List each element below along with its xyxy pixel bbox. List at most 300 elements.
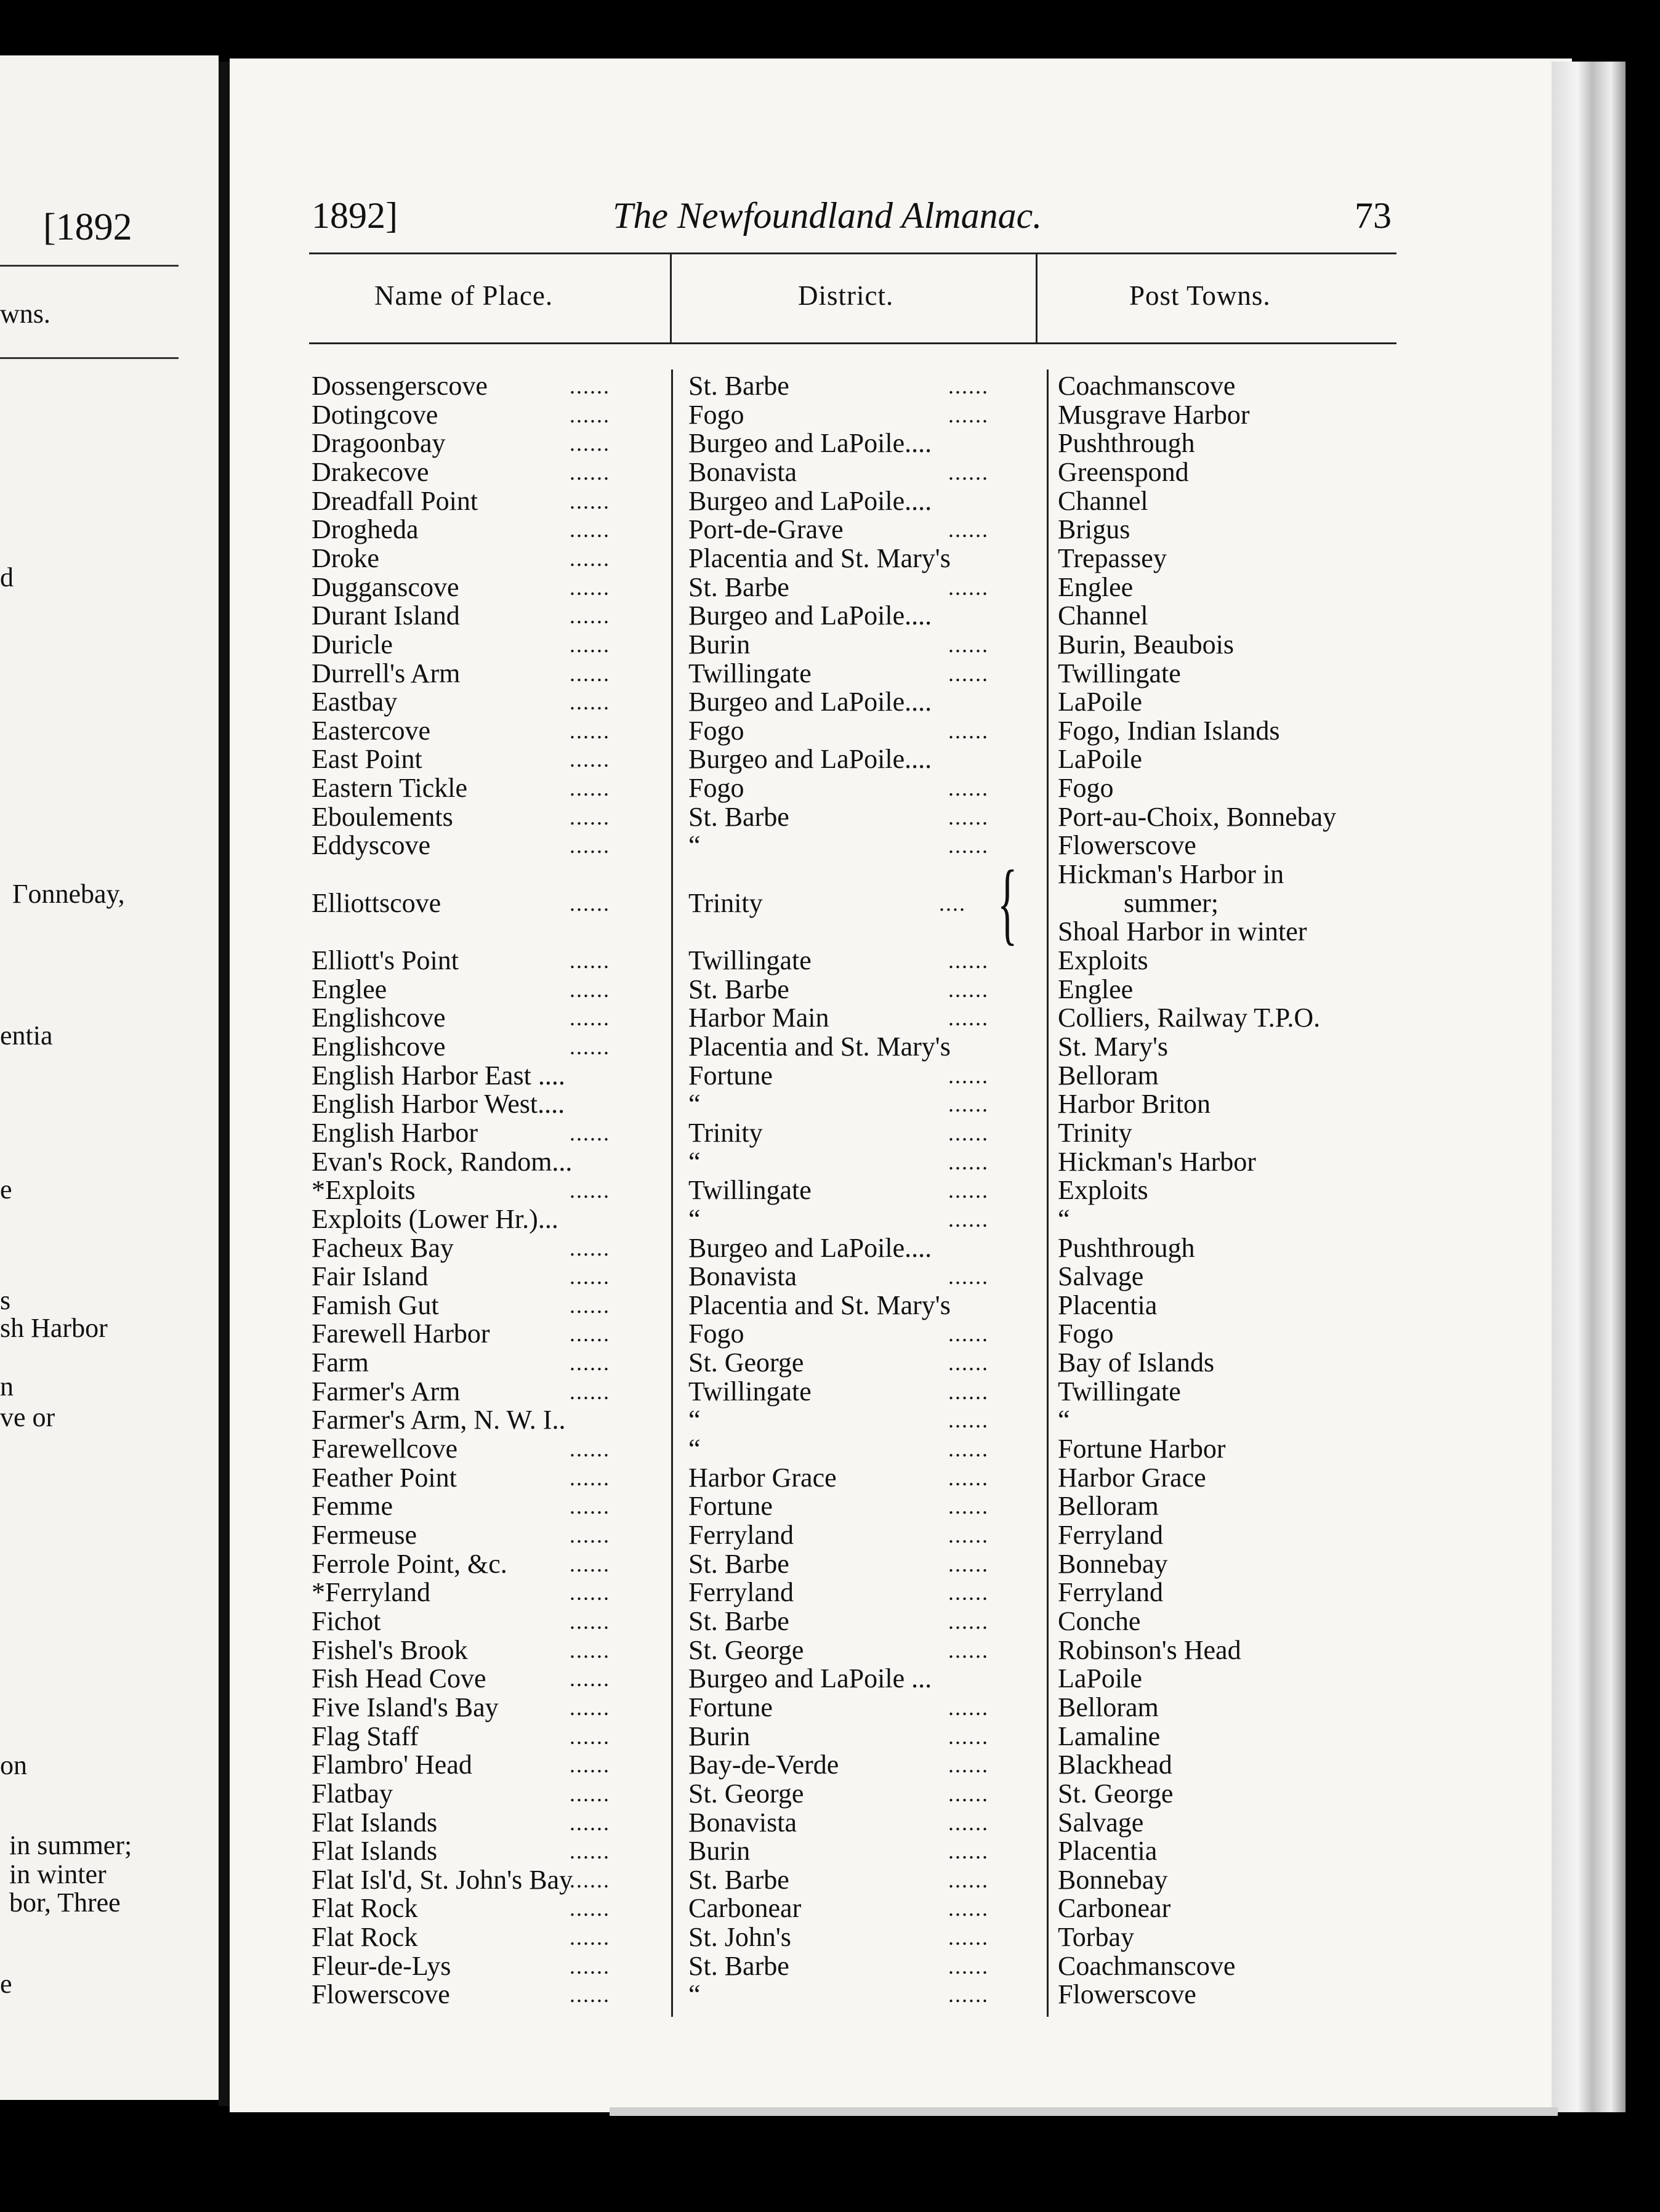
leader-dots: ...... xyxy=(570,1379,610,1404)
place-name: Farewellcove xyxy=(312,1434,457,1464)
post-town: Belloram xyxy=(1058,1692,1159,1722)
post-town: Pushthrough xyxy=(1058,1232,1195,1263)
leader-dots: ...... xyxy=(570,1609,610,1634)
place-name: Eastbay xyxy=(312,687,398,717)
column-header-post-towns: Post Towns. xyxy=(1129,280,1271,311)
district-name: St. Barbe xyxy=(688,1950,789,1981)
table-row xyxy=(0,1090,1660,1118)
district-name: Twillingate xyxy=(688,1175,812,1206)
post-town: Ferryland xyxy=(1058,1577,1164,1608)
district-name: Burgeo and LaPoile.... xyxy=(688,1232,932,1263)
post-town: Fogo, Indian Islands xyxy=(1058,715,1280,746)
place-name: Fichot xyxy=(312,1605,381,1636)
leader-dots: ...... xyxy=(570,374,610,398)
place-name: Dragoonbay xyxy=(312,428,446,459)
table-row xyxy=(0,889,1660,918)
table-row xyxy=(0,1550,1660,1578)
table-row xyxy=(0,573,1660,602)
post-town: Flowerscove xyxy=(1058,830,1196,861)
leader-dots: ...... xyxy=(948,1724,989,1749)
post-town: Fortune Harbor xyxy=(1058,1434,1226,1464)
leader-dots: ...... xyxy=(570,1781,610,1806)
leader-dots: ...... xyxy=(570,1896,610,1921)
leader-dots: ...... xyxy=(948,1408,989,1433)
table-row xyxy=(0,631,1660,659)
place-name: Drakecove xyxy=(312,456,429,487)
leader-dots: ...... xyxy=(570,1953,610,1979)
leader-dots: ...... xyxy=(570,690,610,715)
table-row xyxy=(0,1033,1660,1061)
district-name: “ xyxy=(688,1434,701,1464)
left-fragment: s xyxy=(0,1285,11,1315)
leader-dots: ...... xyxy=(570,1235,610,1261)
column-header-district: District. xyxy=(798,280,894,311)
leader-dots: ...... xyxy=(948,374,989,398)
post-town: “ xyxy=(1058,1203,1070,1234)
leader-dots: ...... xyxy=(570,546,610,571)
post-town: LaPoile xyxy=(1058,744,1142,775)
district-name: Fogo xyxy=(688,715,744,746)
place-name: Durrell's Arm xyxy=(312,658,461,688)
table-row xyxy=(0,803,1660,831)
leader-dots: ...... xyxy=(948,1206,989,1232)
leader-dots: ...... xyxy=(948,1609,989,1634)
left-fragment: d xyxy=(0,562,14,592)
place-name: Fish Head Cove xyxy=(312,1663,486,1694)
table-row xyxy=(0,1062,1660,1090)
district-name: Trinity xyxy=(688,887,763,918)
table-row xyxy=(0,1234,1660,1262)
leader-dots: ...... xyxy=(948,1867,989,1892)
table-row xyxy=(0,1722,1660,1751)
table-row xyxy=(0,688,1660,716)
table-row xyxy=(0,1607,1660,1636)
leader-dots: ...... xyxy=(570,890,610,916)
table-row xyxy=(0,1176,1660,1205)
leader-dots: ...... xyxy=(570,1523,610,1548)
district-name: Bay-de-Verde xyxy=(688,1750,839,1780)
table-row xyxy=(0,372,1660,400)
leader-dots: ...... xyxy=(948,1006,989,1031)
district-name: Burgeo and LaPoile.... xyxy=(688,687,932,717)
table-row xyxy=(0,1320,1660,1348)
page-title: The Newfoundland Almanac. xyxy=(613,195,1042,236)
district-name: Twillingate xyxy=(688,1376,812,1407)
table-row xyxy=(0,401,1660,429)
leader-dots: ...... xyxy=(948,632,989,657)
table-row xyxy=(0,1402,1660,1435)
place-name: Dugganscove xyxy=(312,571,459,602)
leader-dots: ...... xyxy=(570,1322,610,1347)
left-fragment: ve or xyxy=(0,1402,55,1432)
leader-dots: ...... xyxy=(948,948,989,973)
place-name: Famish Gut xyxy=(312,1290,439,1320)
table-row xyxy=(0,1291,1660,1320)
district-name: Bonavista xyxy=(688,456,797,487)
place-name: Flambro' Head xyxy=(312,1750,472,1780)
post-town: St. George xyxy=(1058,1778,1174,1809)
district-name: “ xyxy=(688,830,701,861)
leader-dots: ...... xyxy=(570,1982,610,2008)
left-fragment: on xyxy=(0,1750,27,1780)
left-fragment: in summer; xyxy=(9,1830,132,1860)
place-name: Fishel's Brook xyxy=(312,1634,468,1665)
post-town: summer; xyxy=(1124,887,1219,918)
district-name: “ xyxy=(688,1146,701,1177)
district-name: St. Barbe xyxy=(688,571,789,602)
left-fragment: e xyxy=(0,1969,12,1999)
leader-dots: ...... xyxy=(570,718,610,743)
district-name: St. Barbe xyxy=(688,974,789,1004)
left-fragment: Γonnebay, xyxy=(12,879,125,909)
post-town: Trinity xyxy=(1058,1117,1132,1148)
post-town: Englee xyxy=(1058,571,1134,602)
place-name: Durant Island xyxy=(312,600,460,631)
leader-dots: ...... xyxy=(570,1465,610,1490)
leader-dots: ...... xyxy=(948,1695,989,1720)
leader-dots: ...... xyxy=(948,1437,989,1462)
leader-dots: ...... xyxy=(948,1465,989,1490)
place-name: Duricle xyxy=(312,629,393,660)
place-name: Fair Island xyxy=(312,1261,429,1292)
post-town: Pushthrough xyxy=(1058,428,1195,459)
place-name: Droke xyxy=(312,543,379,573)
place-name: Exploits (Lower Hr.)... xyxy=(312,1203,558,1234)
left-year: [1892 xyxy=(43,206,132,248)
district-name: Fortune xyxy=(688,1692,773,1722)
table-row xyxy=(0,544,1660,573)
table-row xyxy=(0,660,1660,688)
district-name: “ xyxy=(688,1979,701,2010)
left-fragment: entia xyxy=(0,1020,53,1051)
table-row xyxy=(0,745,1660,773)
post-town: Harbor Briton xyxy=(1058,1089,1211,1120)
place-name: Farmer's Arm xyxy=(312,1376,461,1407)
district-name: “ xyxy=(688,1089,701,1120)
leader-dots: ...... xyxy=(570,948,610,973)
place-name: Dreadfall Point xyxy=(312,485,478,516)
place-name: Flat Isl'd, St. John's Bay xyxy=(312,1864,573,1895)
table-row xyxy=(0,1866,1660,1894)
table-row xyxy=(0,1349,1660,1377)
post-town: Coachmanscove xyxy=(1058,1950,1236,1981)
left-fragment: sh Harbor xyxy=(0,1313,108,1343)
post-town: Colliers, Railway T.P.O. xyxy=(1058,1003,1321,1033)
leader-dots: ...... xyxy=(948,977,989,1002)
district-name: St. George xyxy=(688,1634,804,1665)
leader-dots: ...... xyxy=(570,517,610,543)
leader-dots: ...... xyxy=(570,1551,610,1576)
post-town: Hickman's Harbor xyxy=(1058,1146,1256,1177)
header-year: 1892] xyxy=(312,195,398,236)
place-name: Evan's Rock, Random... xyxy=(312,1146,573,1177)
district-name: Trinity xyxy=(688,1117,763,1148)
table-row xyxy=(0,1148,1660,1176)
leader-dots: ...... xyxy=(570,1178,610,1203)
place-name: Flat Rock xyxy=(312,1893,418,1924)
post-town: Belloram xyxy=(1058,1060,1159,1091)
district-name: Bonavista xyxy=(688,1261,797,1292)
left-fragment: in winter xyxy=(9,1859,107,1889)
leader-dots: ...... xyxy=(948,402,989,427)
leader-dots: ...... xyxy=(570,632,610,657)
post-town: Lamaline xyxy=(1058,1721,1161,1751)
place-name: Flatbay xyxy=(312,1778,393,1809)
place-name: Flat Islands xyxy=(312,1836,438,1867)
place-name: English Harbor East .... xyxy=(312,1060,565,1091)
place-name: Flag Staff xyxy=(312,1721,419,1751)
post-town: Englee xyxy=(1058,974,1134,1004)
leader-dots: ...... xyxy=(570,1925,610,1950)
district-name: Harbor Grace xyxy=(688,1462,837,1493)
post-town: St. Mary's xyxy=(1058,1031,1169,1062)
district-name: “ xyxy=(688,1405,701,1435)
table-row xyxy=(0,1004,1660,1032)
column-header-place: Name of Place. xyxy=(374,280,554,311)
brace: { xyxy=(997,852,1018,955)
place-name: Farewell Harbor xyxy=(312,1318,490,1349)
district-name: St. Barbe xyxy=(688,1864,789,1895)
table-row xyxy=(0,1837,1660,1865)
district-name: Harbor Main xyxy=(688,1003,829,1033)
place-name: Dossengerscove xyxy=(312,371,488,401)
leader-dots: ...... xyxy=(948,1753,989,1778)
post-town: Fogo xyxy=(1058,1318,1114,1349)
leader-dots: ...... xyxy=(948,1810,989,1835)
post-town: Blackhead xyxy=(1058,1750,1172,1780)
table-row xyxy=(0,1809,1660,1837)
table-row xyxy=(0,1464,1660,1492)
table-row xyxy=(0,1665,1660,1693)
table-row xyxy=(0,429,1660,458)
district-name: Fortune xyxy=(688,1491,773,1522)
leader-dots: ...... xyxy=(570,1034,610,1059)
leader-dots: ...... xyxy=(948,1092,989,1117)
place-name: Dotingcove xyxy=(312,399,438,430)
leader-dots: ...... xyxy=(948,1264,989,1290)
table-row xyxy=(0,975,1660,1004)
table-row xyxy=(0,947,1660,975)
place-name: Feather Point xyxy=(312,1462,457,1493)
table-row xyxy=(0,1205,1660,1233)
leader-dots: ...... xyxy=(948,1350,989,1376)
place-name: Flowerscove xyxy=(312,1979,450,2010)
district-name: Burin xyxy=(688,629,751,660)
table-row xyxy=(0,515,1660,544)
place-name: Eastercove xyxy=(312,715,430,746)
post-town: Salvage xyxy=(1058,1807,1144,1838)
post-town: Shoal Harbor in winter xyxy=(1058,916,1307,947)
district-name: Fogo xyxy=(688,1318,744,1349)
leader-dots: ...... xyxy=(948,833,989,858)
place-name: Eboulements xyxy=(312,801,453,832)
district-name: Burgeo and LaPoile.... xyxy=(688,744,932,775)
table-row xyxy=(0,1980,1660,2009)
district-name: Bonavista xyxy=(688,1807,797,1838)
district-name: Ferryland xyxy=(688,1520,794,1550)
table-row xyxy=(0,1693,1660,1722)
leader-dots: ...... xyxy=(570,1006,610,1031)
district-name: St. George xyxy=(688,1347,804,1378)
district-name: Twillingate xyxy=(688,945,812,975)
leader-dots: ...... xyxy=(570,431,610,456)
district-name: St. Barbe xyxy=(688,801,789,832)
leader-dots: ...... xyxy=(570,488,610,514)
table-row xyxy=(0,1521,1660,1549)
leader-dots: ...... xyxy=(948,575,989,600)
page-number: 73 xyxy=(1355,195,1392,236)
left-fragment: wns. xyxy=(0,299,50,329)
leader-dots: ...... xyxy=(948,517,989,543)
place-name: Drogheda xyxy=(312,514,419,545)
post-town: Belloram xyxy=(1058,1491,1159,1522)
leader-dots: ...... xyxy=(570,1437,610,1462)
post-town: Bay of Islands xyxy=(1058,1347,1215,1378)
left-fragment: n xyxy=(0,1371,14,1402)
table-row xyxy=(0,1952,1660,1980)
left-fragment: e xyxy=(0,1174,12,1205)
leader-dots: ...... xyxy=(570,1580,610,1605)
district-name: St. Barbe xyxy=(688,1605,789,1636)
leader-dots: ...... xyxy=(570,575,610,600)
place-name: Eastern Tickle xyxy=(312,773,467,804)
table-row xyxy=(0,1636,1660,1665)
table-row xyxy=(0,1378,1660,1406)
post-town: Ferryland xyxy=(1058,1520,1164,1550)
post-town: Placentia xyxy=(1058,1290,1158,1320)
leader-dots: ...... xyxy=(948,776,989,801)
leader-dots: ...... xyxy=(570,1724,610,1749)
post-town: Robinson's Head xyxy=(1058,1634,1241,1665)
district-name: Burgeo and LaPoile.... xyxy=(688,485,932,516)
leader-dots: ...... xyxy=(948,1896,989,1921)
district-name: Fogo xyxy=(688,399,744,430)
post-town: Channel xyxy=(1058,485,1148,516)
post-town: Coachmanscove xyxy=(1058,371,1236,401)
leader-dots: ...... xyxy=(570,776,610,801)
place-name: Flat Islands xyxy=(312,1807,438,1838)
leader-dots: ...... xyxy=(948,1953,989,1979)
place-name: English Harbor West.... xyxy=(312,1089,565,1120)
leader-dots: ...... xyxy=(570,459,610,485)
post-town: Channel xyxy=(1058,600,1148,631)
post-town: Flowerscove xyxy=(1058,1979,1196,2010)
place-name: Facheux Bay xyxy=(312,1232,454,1263)
table-row xyxy=(0,1119,1660,1147)
place-name: Elliottscove xyxy=(312,887,441,918)
post-town: Fogo xyxy=(1058,773,1114,804)
leader-dots: ...... xyxy=(948,1523,989,1548)
table-row xyxy=(0,774,1660,802)
table-row xyxy=(0,1492,1660,1520)
post-town: Placentia xyxy=(1058,1836,1158,1867)
place-name: Flat Rock xyxy=(312,1922,418,1953)
leader-dots: ...... xyxy=(948,1120,989,1145)
table-row xyxy=(0,1751,1660,1779)
leader-dots: ...... xyxy=(948,1982,989,2008)
left-fragment: bor, Three xyxy=(9,1887,121,1918)
post-town: Port-au-Choix, Bonnebay xyxy=(1058,801,1337,832)
leader-dots: ...... xyxy=(570,804,610,830)
post-town: Conche xyxy=(1058,1605,1141,1636)
leader-dots: .... xyxy=(939,890,966,916)
table-row xyxy=(0,831,1660,860)
district-name: Placentia and St. Mary's xyxy=(688,543,951,573)
district-name: Ferryland xyxy=(688,1577,794,1608)
post-town: Trepassey xyxy=(1058,543,1167,573)
table-row xyxy=(0,1780,1660,1808)
leader-dots: ...... xyxy=(948,459,989,485)
district-name: Burin xyxy=(688,1721,751,1751)
leader-dots: ...... xyxy=(948,1551,989,1576)
place-name: Femme xyxy=(312,1491,393,1522)
table-row xyxy=(0,1894,1660,1923)
post-town: Hickman's Harbor in xyxy=(1058,859,1284,890)
table-row xyxy=(0,1262,1660,1291)
leader-dots: ...... xyxy=(948,1839,989,1864)
table-row xyxy=(0,1578,1660,1607)
place-name: Farmer's Arm, N. W. I.. xyxy=(312,1405,566,1435)
leader-dots: ...... xyxy=(570,1695,610,1720)
post-town: Musgrave Harbor xyxy=(1058,399,1250,430)
post-town: Brigus xyxy=(1058,514,1130,545)
district-name: Placentia and St. Mary's xyxy=(688,1290,951,1320)
leader-dots: ...... xyxy=(948,661,989,686)
post-town: LaPoile xyxy=(1058,687,1142,717)
leader-dots: ...... xyxy=(570,1666,610,1692)
district-name: Burgeo and LaPoile.... xyxy=(688,600,932,631)
district-name: Burgeo and LaPoile.... xyxy=(688,428,932,459)
district-name: St. George xyxy=(688,1778,804,1809)
leader-dots: ...... xyxy=(948,1781,989,1806)
district-name: Burin xyxy=(688,1836,751,1867)
leader-dots: ...... xyxy=(570,603,610,629)
district-name: Burgeo and LaPoile ... xyxy=(688,1663,932,1694)
leader-dots: ...... xyxy=(570,1839,610,1864)
post-town: Exploits xyxy=(1058,945,1148,975)
place-name: Five Island's Bay xyxy=(312,1692,499,1722)
post-town: Twillingate xyxy=(1058,658,1181,688)
district-name: Twillingate xyxy=(688,658,812,688)
table-row xyxy=(0,1923,1660,1952)
post-town: Bonnebay xyxy=(1058,1864,1168,1895)
leader-dots: ...... xyxy=(948,1149,989,1174)
leader-dots: ...... xyxy=(948,1637,989,1663)
leader-dots: ...... xyxy=(570,1867,610,1892)
table-row xyxy=(0,487,1660,515)
place-name: Elliott's Point xyxy=(312,945,459,975)
post-town: Exploits xyxy=(1058,1175,1148,1206)
place-name: Farm xyxy=(312,1347,369,1378)
district-name: St. John's xyxy=(688,1922,791,1953)
district-name: Fogo xyxy=(688,773,744,804)
table-row xyxy=(0,1435,1660,1463)
leader-dots: ...... xyxy=(570,1264,610,1290)
leader-dots: ...... xyxy=(948,1494,989,1519)
leader-dots: ...... xyxy=(948,1580,989,1605)
leader-dots: ...... xyxy=(948,1925,989,1950)
post-town: LaPoile xyxy=(1058,1663,1142,1694)
post-town: “ xyxy=(1058,1405,1070,1435)
leader-dots: ...... xyxy=(948,1322,989,1347)
place-name: Fleur-de-Lys xyxy=(312,1950,451,1981)
leader-dots: ...... xyxy=(570,661,610,686)
district-name: St. Barbe xyxy=(688,1548,789,1579)
district-name: “ xyxy=(688,1203,701,1234)
post-town: Bonnebay xyxy=(1058,1548,1168,1579)
place-name: Englishcove xyxy=(312,1031,446,1062)
place-name: *Ferryland xyxy=(312,1577,431,1608)
